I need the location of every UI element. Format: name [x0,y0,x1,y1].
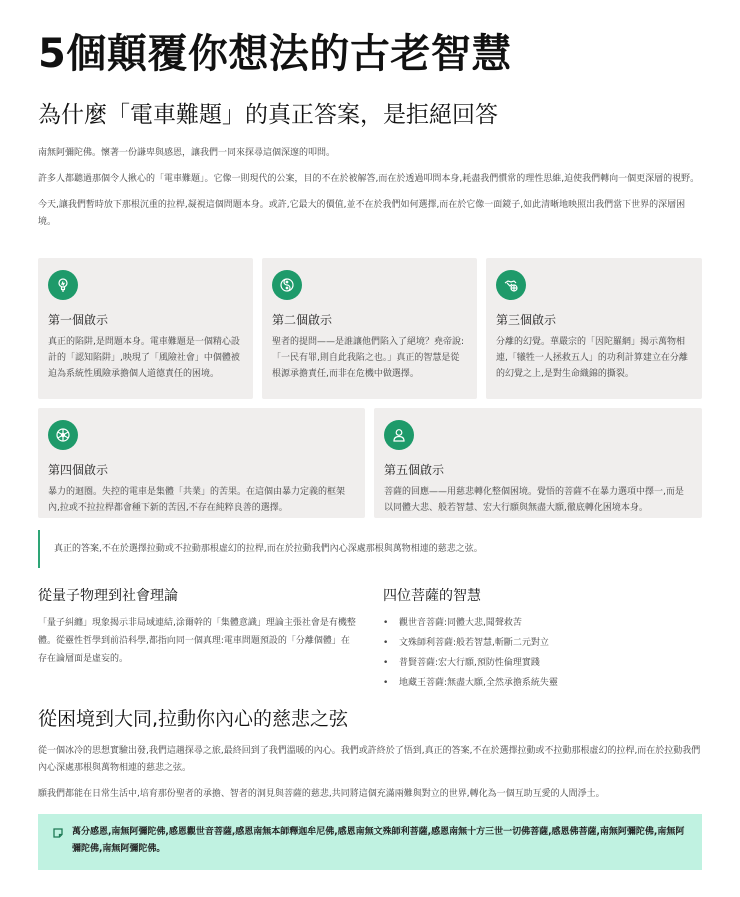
list-item: • 地藏王菩薩:無盡大願,全然承擔系統失靈 [383,674,703,694]
insight-card-3 [486,258,702,399]
card-title: 第二個啟示 [272,313,333,327]
conclusion-title: 從困境到大同,拉動你內心的慈悲之弦 [38,708,349,730]
callout-text: 萬分感恩,南無阿彌陀佛,感恩觀世音菩薩,感恩南無本師釋迦牟尼佛,感恩南無文殊師利菩薩,感恩南無十方三世一切佛菩薩,感恩佛菩薩,南無阿彌陀佛,南無阿彌陀佛,南無阿彌陀佛。 [72,827,685,854]
conclusion-section [38,743,702,812]
page-title: 5個顛覆你想法的古老智慧 [38,31,512,77]
card-title: 第五個啟示 [384,463,445,477]
conclusion-paragraph: 願我們都能在日常生活中,培育那份聖者的承擔、智者的洞見與菩薩的慈悲,共同將這個充滿兩難與對立的世界,轉化為一個互助互愛的人間淨土。 [38,789,605,799]
list-item: • 觀世音菩薩:同體大悲,聞聲救苦 [383,614,703,634]
dharma-wheel-icon [48,420,78,450]
person-icon [384,420,414,450]
conclusion-paragraph: 從一個冰冷的思想實驗出發,我們這趟探尋之旅,最終回到了我們溫暖的內心。我們或許終於了悟到,真正的答案,不在於選擇拉動或不拉動那根虛幻的拉桿,而在於拉動我們內心深處那根與萬物相連的慈悲之弦。 [38,746,701,773]
lightbulb-icon [48,270,78,300]
card-text: 聖者的提問——是誰讓他們陷入了絕境？堯帝說:「一民有罪,則自此我陷之也。」真正的智慧是從根源承擔責任,而非在危機中做選擇。 [272,337,465,379]
right-column-title: 四位菩薩的智慧 [383,588,481,604]
yin-yang-icon [272,270,302,300]
intro-paragraph: 今天,讓我們暫時放下那根沉重的拉桿,凝視這個問題本身。或許,它最大的價值,並不在於我們如何選擇,而在於它像一面鏡子,如此清晰地映照出我們當下世界的深層困境。 [38,200,686,227]
intro-section [38,145,702,240]
intro-paragraph: 南無阿彌陀佛。懷著一份謙卑與感恩，讓我們一同來探尋這個深邃的叩問。 [38,148,336,158]
handshake-globe-icon [496,270,526,300]
blockquote: 真正的答案,不在於選擇拉動或不拉動那根虛幻的拉桿,而在於拉動我們內心深處那根與萬物相連的慈悲之弦。 [38,530,702,568]
page-subtitle: 為什麼「電車難題」的真正答案，是拒絕回答 [38,102,498,128]
insight-card-4 [38,408,365,518]
card-title: 第四個啟示 [48,463,109,477]
intro-paragraph: 許多人都聽過那個令人揪心的「電車難題」。它像一則現代的公案，目的不在於被解答,而在於透過叩問本身,耗盡我們慣常的理性思維,迫使我們轉向一個更深層的視野。 [38,174,700,184]
insight-card-2 [262,258,477,399]
bodhisattva-list [383,614,703,694]
card-text: 菩薩的回應——用慈悲轉化整個困境。覺悟的菩薩不在暴力選項中擇一,而是以同體大悲、般若智慧、宏大行願與無盡大願,徹底轉化困境本身。 [384,487,684,513]
card-text: 分離的幻覺。華嚴宗的「因陀羅網」揭示萬物相連,「犧牲一人拯救五人」的功利計算建立在分離的幻覺之上,是對生命織錦的撕裂。 [496,337,688,379]
card-text: 真正的陷阱,是問題本身。電車難題是一個精心設計的「認知陷阱」,映現了「風險社會」中個體被迫為系統性風險承擔個人道德責任的困境。 [48,337,240,379]
card-title: 第三個啟示 [496,313,557,327]
list-item: • 普賢菩薩:宏大行願,預防性倫理實踐 [383,654,703,674]
card-text: 暴力的迴圈。失控的電車是集體「共業」的苦果。在這個由暴力定義的框架內,拉或不拉拉桿都會種下新的苦因,不存在純粹良善的選擇。 [48,487,346,513]
left-column-title: 從量子物理到社會理論 [38,588,178,604]
insight-card-5 [374,408,702,518]
left-column-text: 「量子糾纏」現象揭示非局域連結,涂爾幹的「集體意識」理論主張社會是有機整體。從靈性哲學到前沿科學,都指向同一個真理:電車問題預設的「分離個體」在存在論層面是虛妄的。 [38,618,356,664]
note-icon [52,827,64,839]
list-item: • 文殊師利菩薩:般若智慧,斬斷二元對立 [383,634,703,654]
insight-card-1 [38,258,253,399]
gratitude-callout [38,814,702,870]
card-title: 第一個啟示 [48,313,109,327]
